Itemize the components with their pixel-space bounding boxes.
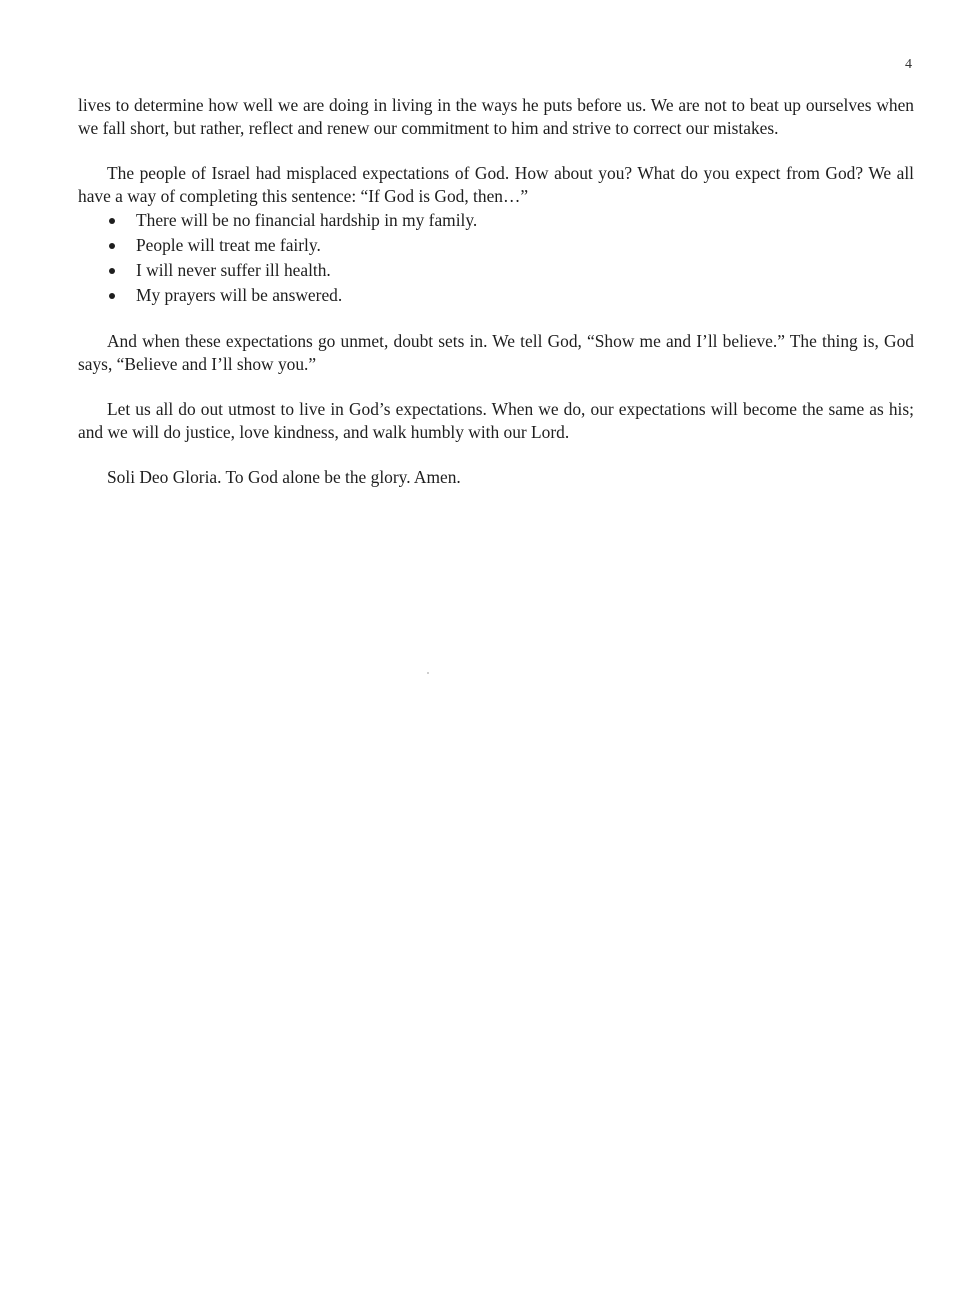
- paragraph-4: Let us all do out utmost to live in God’s expectations. When we do, our expectations will become the same as his; and we will do justice, love kindness, and walk humbly with our Lord.: [78, 399, 914, 442]
- scan-speck: [427, 672, 429, 674]
- list-item: [78, 283, 914, 308]
- paragraph-5: Soli Deo Gloria. To God alone be the glory. Amen.: [107, 467, 461, 487]
- page-number: 4: [905, 57, 912, 72]
- list-item-text: I will never suffer ill health.: [136, 260, 331, 280]
- bullet-icon: [109, 293, 115, 299]
- sermon-body: [78, 94, 914, 511]
- list-item-text: People will treat me fairly.: [136, 235, 321, 255]
- bullet-icon: [109, 268, 115, 274]
- paragraph-1: lives to determine how well we are doing in living in the ways he puts before us. We are not to beat up ourselves when we fall short, but rather, reflect and renew our commitment to him and strive to correct our mistakes.: [78, 95, 914, 138]
- list-item: [78, 208, 914, 233]
- list-item: [78, 258, 914, 283]
- list-item-text: My prayers will be answered.: [136, 285, 343, 305]
- list-item: [78, 233, 914, 258]
- paragraph-2: The people of Israel had misplaced expectations of God. How about you? What do you expect from God? We all have a way of completing this sentence: “If God is God, then…”: [78, 163, 914, 206]
- expectations-list: [78, 208, 914, 308]
- bullet-icon: [109, 243, 115, 249]
- list-item-text: There will be no financial hardship in my family.: [136, 210, 478, 230]
- paragraph-3: And when these expectations go unmet, doubt sets in. We tell God, “Show me and I’ll believe.” The thing is, God says, “Believe and I’ll show you.”: [78, 331, 914, 374]
- bullet-icon: [109, 218, 115, 224]
